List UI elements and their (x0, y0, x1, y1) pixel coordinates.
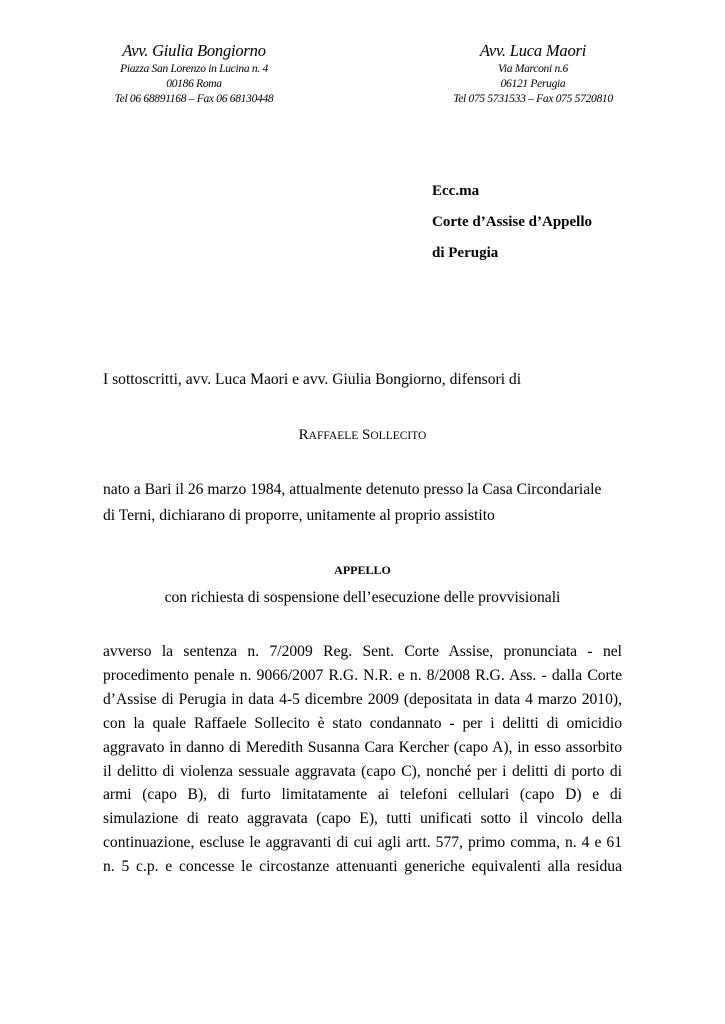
birth-line: di Terni, dichiarano di proporre, unitamente al proprio assistito (103, 507, 495, 524)
paragraph-line: armi (capo B), di furto limitatamente ai telefoni cellulari (capo D) e di (103, 786, 622, 804)
paragraph-line: aggravato in danno di Meredith Susanna Cara Kercher (capo A), in esso assorbito (103, 738, 622, 756)
lawyer-address: Via Marconi n.6 (498, 63, 568, 75)
paragraph-line: il delitto di violenza sessuale aggravata (capo C), nonché per i delitti di porto di (103, 762, 622, 780)
recipient-block (432, 176, 592, 269)
lawyer-contacts: Tel 06 68891168 – Fax 06 68130448 (114, 93, 274, 105)
intro-paragraph: I sottoscritti, avv. Luca Maori e avv. Giulia Bongiorno, difensori di (103, 371, 522, 388)
paragraph-line: n. 5 c.p. e concesse le circostanze attenuanti generiche equivalenti alla residua (103, 858, 622, 876)
lawyer-address: Piazza San Lorenzo in Lucina n. 4 (120, 63, 268, 75)
paragraph-line: d’Assise di Perugia in data 4-5 dicembre 2009 (depositata in data 4 marzo 2010), (103, 690, 622, 708)
paragraph-line: con la quale Raffaele Sollecito è stato condannato - per i delitti di omicidio (103, 714, 622, 732)
letterhead-left (96, 40, 292, 107)
defendant-last-initial: S (362, 427, 371, 443)
birth-line: nato a Bari il 26 marzo 1984, attualmente detenuto presso la Casa Circondariale (103, 481, 602, 498)
lawyer-name: Avv. Giulia Bongiorno (122, 41, 266, 60)
defendant-last-rest: OLLECITO (370, 430, 427, 442)
paragraph-line: avverso la sentenza n. 7/2009 Reg. Sent. Corte Assise, pronunciata - nel (103, 643, 622, 660)
recipient-line: Ecc.ma (432, 183, 480, 199)
birth-paragraph (103, 477, 622, 529)
paragraph-line: simulazione di reato aggravata (capo E), tutti unificati sotto il vincolo della (103, 810, 622, 828)
defendant-first-initial: R (298, 427, 309, 443)
letterhead-right (440, 40, 626, 107)
paragraph-line: continuazione, escluse le aggravanti di cui agli artt. 577, primo comma, n. 4 e 61 (103, 834, 622, 852)
lawyer-city: 06121 Perugia (500, 78, 566, 90)
lawyer-city: 00186 Roma (166, 78, 222, 90)
lawyer-contacts: Tel 075 5731533 – Fax 075 5720810 (453, 93, 613, 105)
defendant-name (0, 423, 725, 448)
recipient-line: di Perugia (432, 245, 499, 261)
appeal-subtitle: con richiesta di sospensione dell’esecuzione delle provvisionali (164, 589, 561, 606)
recipient-line: Corte d’Assise d’Appello (432, 214, 592, 230)
appeal-title: APPELLO (334, 563, 391, 577)
defendant-first-rest: AFFAELE (308, 430, 359, 442)
paragraph-line: procedimento penale n. 9066/2007 R.G. N.R. e n. 8/2008 R.G. Ass. - dalla Corte (103, 666, 622, 684)
lawyer-name: Avv. Luca Maori (479, 41, 587, 60)
main-paragraph (103, 640, 622, 879)
